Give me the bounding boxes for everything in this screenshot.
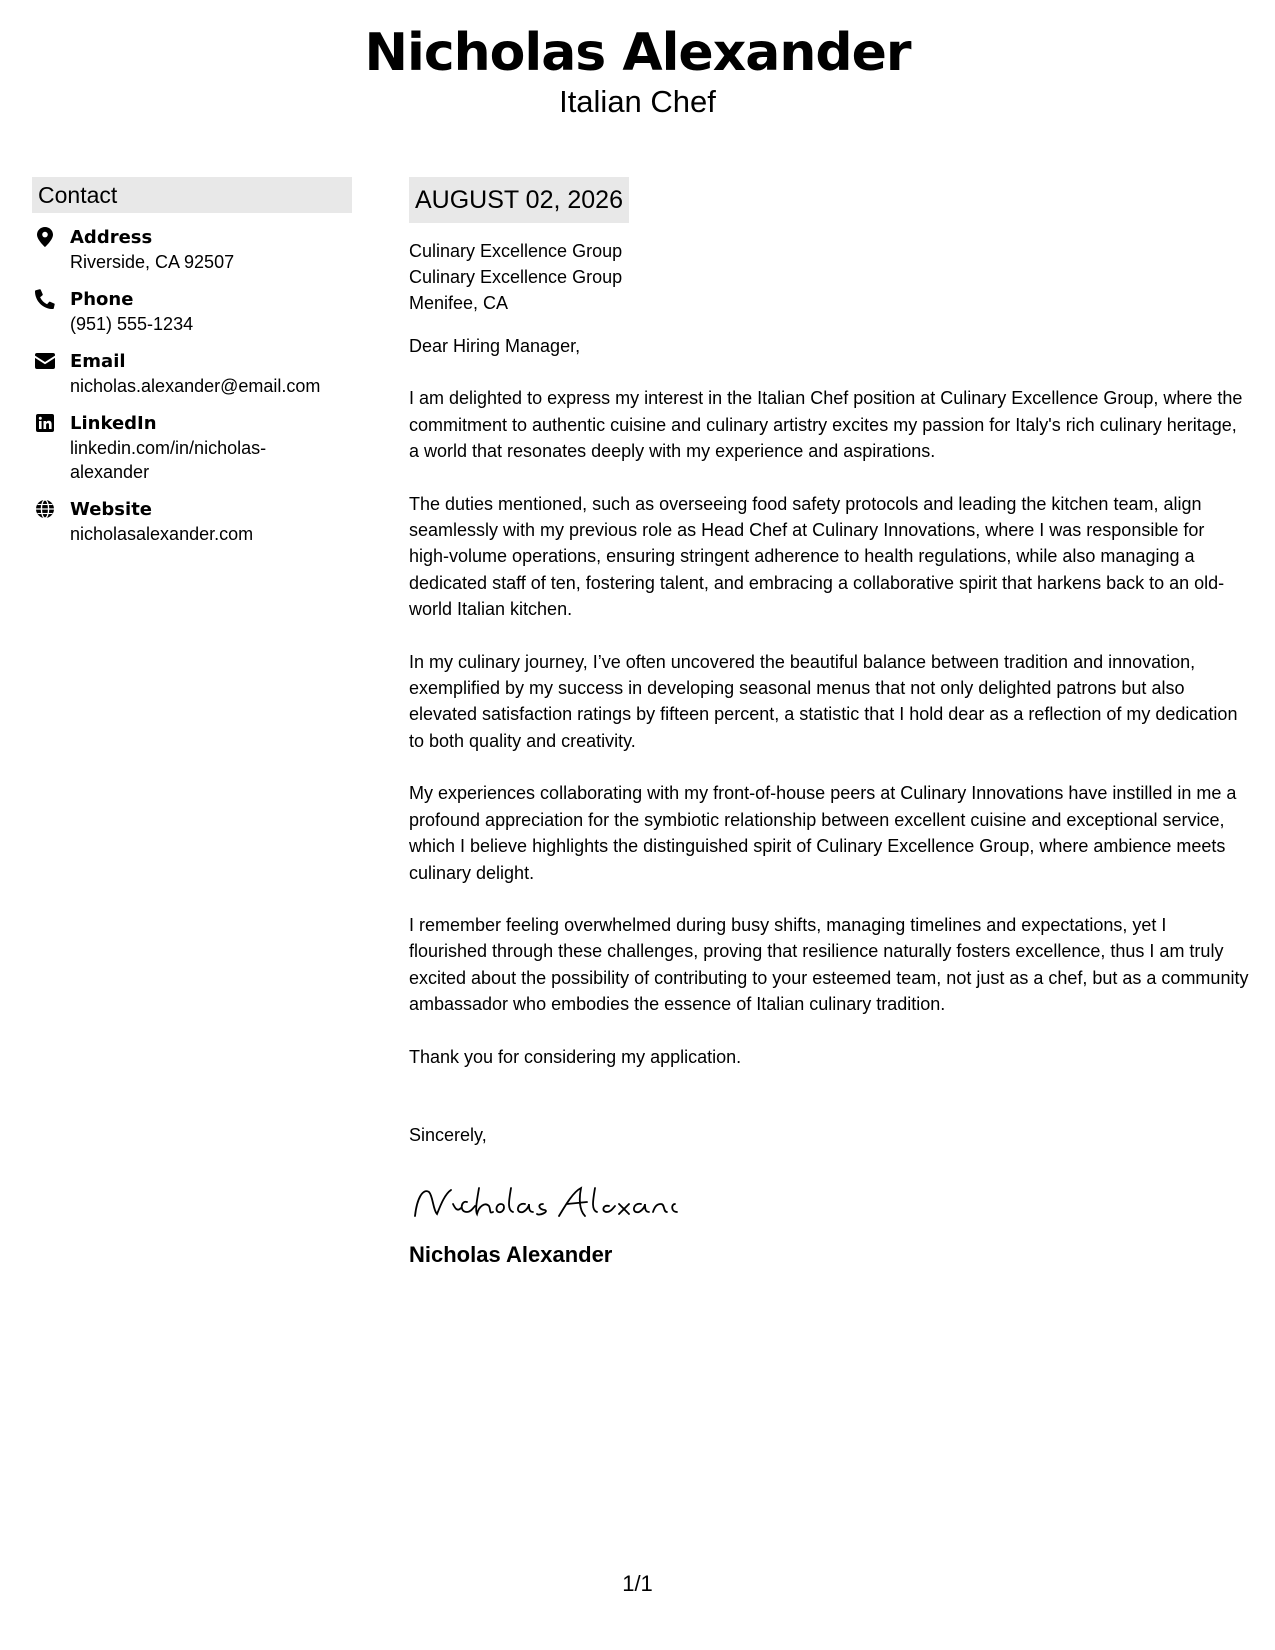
letter-header (0, 22, 1275, 120)
recipient-line: Culinary Excellence Group (409, 267, 623, 287)
contact-value: (951) 555-1234 (70, 314, 194, 334)
phone-icon (35, 289, 55, 309)
letter-body (409, 177, 1249, 1270)
contact-address (32, 225, 352, 274)
letter-paragraph: I remember feeling overwhelmed during busy shifts, managing timelines and expectations, yet I flourished through these challenges, proving that resilience naturally fosters excellence, thus I am truly excited about the possibility of contributing to your esteemed team, not just as a chef, but as a community ambassador who embodies the essence of Italian culinary tradition. (409, 914, 1249, 1015)
linkedin-icon (35, 413, 55, 433)
recipient-line: Culinary Excellence Group (409, 241, 623, 261)
contact-email (32, 349, 352, 398)
contact-value: nicholasalexander.com (70, 524, 254, 544)
letter-paragraph: The duties mentioned, such as overseeing food safety protocols and leading the kitchen team, align seamlessly with my previous role as Head Chef at Culinary Innovations, where I was responsible for high-volume operations, ensuring stringent adherence to health regulations, while also managing a dedicated staff of ten, fostering talent, and embracing a collaborative spirit that harkens back to an old-world Italian kitchen. (409, 493, 1225, 620)
contact-label: Address (70, 227, 153, 248)
contact-label: Website (70, 499, 153, 520)
contact-value: nicholas.alexander@email.com (70, 376, 321, 396)
contact-label: Email (70, 351, 126, 372)
letter-paragraph: Thank you for considering my application. (409, 1046, 742, 1067)
letter-paragraph: I am delighted to express my interest in the Italian Chef position at Culinary Excellence Group, where the commitment to authentic cuisine and culinary artistry excites my passion for Italy's rich culinary heritage, a world that resonates deeply with my experience and aspirations. (409, 388, 1243, 462)
envelope-icon (35, 351, 55, 371)
contact-value: Riverside, CA 92507 (70, 252, 235, 272)
contact-label: Phone (70, 289, 134, 310)
contact-heading: Contact (32, 177, 352, 213)
contact-linkedin (32, 411, 352, 484)
closing: Sincerely, (409, 1124, 487, 1145)
contact-label: LinkedIn (70, 413, 157, 434)
handwritten-signature (409, 1178, 1249, 1228)
contact-sidebar (32, 177, 352, 559)
recipient-line: Menifee, CA (409, 293, 509, 313)
globe-icon (35, 499, 55, 519)
letter-paragraph: In my culinary journey, I’ve often uncovered the beautiful balance between tradition and innovation, exemplified by my success in developing seasonal menus that not only delighted patrons but also elevated satisfaction ratings by fifteen percent, a statistic that I hold dear as a reflection of my dedication to both quality and creativity. (409, 651, 1238, 751)
applicant-title: Italian Chef (559, 84, 716, 119)
contact-phone (32, 287, 352, 336)
salutation: Dear Hiring Manager, (409, 336, 581, 356)
signed-name: Nicholas Alexander (409, 1241, 613, 1267)
letter-date: AUGUST 02, 2026 (409, 177, 629, 223)
recipient-block (409, 238, 1249, 316)
contact-website (32, 497, 352, 546)
applicant-name: Nicholas Alexander (364, 23, 911, 83)
letter-paragraph: My experiences collaborating with my front-of-house peers at Culinary Innovations have instilled in me a profound appreciation for the symbiotic relationship between excellent cuisine and exceptional service, which I believe highlights the distinguished spirit of Culinary Excellence Group, where ambience meets culinary delight. (409, 783, 1237, 883)
page-number: 1/1 (622, 1571, 653, 1596)
location-pin-icon (35, 227, 55, 247)
contact-value: linkedin.com/in/nicholas-alexander (70, 438, 267, 482)
